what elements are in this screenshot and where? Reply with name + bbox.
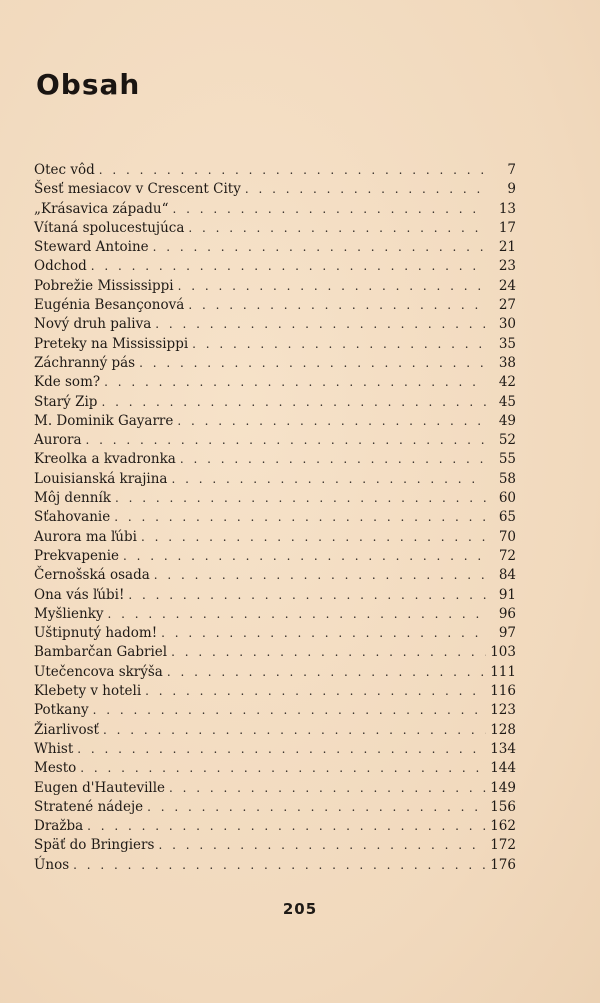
toc-entry-page: 91: [498, 586, 516, 603]
toc-entry-page: 27: [498, 297, 516, 314]
toc-entry: [34, 528, 516, 547]
toc-leader-dots: [87, 817, 486, 836]
toc-entry-page: 35: [498, 335, 516, 352]
toc-entry-title: Pobrežie Mississippi: [34, 277, 174, 294]
toc-leader-dots: [173, 200, 487, 219]
toc-leader-dots: [158, 836, 486, 855]
toc-entry-page: 116: [490, 683, 516, 700]
toc-entry-page: 128: [490, 721, 516, 738]
toc-entry-page: 13: [498, 200, 516, 217]
toc-entry: [34, 508, 516, 527]
toc-entry-page: 162: [490, 818, 516, 835]
toc-leader-dots: [155, 315, 486, 334]
toc-leader-dots: [188, 219, 486, 238]
toc-entry-title: Aurora: [34, 432, 82, 449]
toc-leader-dots: [169, 779, 486, 798]
toc-entry-title: Bambarčan Gabriel: [34, 644, 168, 661]
toc-entry-title: Žiarlivosť: [34, 721, 99, 738]
page-number: 205: [282, 900, 318, 918]
toc-entry-title: Whist: [34, 740, 74, 757]
toc-entry-title: Louisianská krajina: [34, 470, 168, 487]
toc-entry: [34, 663, 516, 682]
toc-entry-title: Eugénia Besançonová: [34, 297, 185, 314]
toc-leader-dots: [180, 450, 486, 469]
toc-leader-dots: [123, 547, 486, 566]
toc-entry-title: Aurora ma ľúbi: [34, 528, 137, 545]
toc-entry: [34, 373, 516, 392]
toc-leader-dots: [101, 393, 486, 412]
toc-entry: [34, 219, 516, 238]
toc-entry: [34, 759, 516, 778]
toc-leader-dots: [153, 238, 486, 257]
toc-entry: [34, 701, 516, 720]
toc-entry-page: 55: [498, 451, 516, 468]
toc-entry: [34, 315, 516, 334]
toc-entry: [34, 721, 516, 740]
toc-leader-dots: [171, 643, 486, 662]
toc-entry-page: 103: [490, 644, 516, 661]
toc-entry-page: 123: [490, 702, 516, 719]
toc-entry-title: Šesť mesiacov v Crescent City: [34, 181, 241, 198]
toc-entry: [34, 412, 516, 431]
toc-entry-page: 42: [498, 374, 516, 391]
toc-entry: [34, 238, 516, 257]
toc-entry: [34, 605, 516, 624]
toc-entry: [34, 470, 516, 489]
toc-entry-page: 156: [490, 798, 516, 815]
toc-entry: [34, 450, 516, 469]
toc-entry-title: Kreolka a kvadronka: [34, 451, 176, 468]
toc-leader-dots: [167, 663, 486, 682]
toc-entry-page: 24: [498, 277, 516, 294]
toc-leader-dots: [99, 161, 486, 180]
toc-entry-title: Steward Antoine: [34, 239, 149, 256]
toc-leader-dots: [178, 277, 486, 296]
toc-entry-title: Eugen d'Hauteville: [34, 779, 166, 796]
toc-entry: [34, 180, 516, 199]
toc-entry-title: Stratené nádeje: [34, 798, 144, 815]
toc-entry-page: 144: [490, 760, 516, 777]
toc-entry-title: M. Dominik Gayarre: [34, 412, 174, 429]
toc-leader-dots: [177, 412, 486, 431]
toc-entry-title: Záchranný pás: [34, 354, 136, 371]
toc-entry: [34, 836, 516, 855]
toc-entry-title: Sťahovanie: [34, 509, 111, 526]
toc-leader-dots: [139, 354, 486, 373]
toc-leader-dots: [91, 257, 486, 276]
toc-entry-page: 9: [507, 181, 516, 198]
toc-entry-page: 84: [498, 567, 516, 584]
toc-entry-title: Mesto: [34, 760, 77, 777]
toc-entry-page: 17: [498, 219, 516, 236]
toc-entry-title: Starý Zip: [34, 393, 98, 410]
toc-entry-title: Kde som?: [34, 374, 101, 391]
toc-leader-dots: [245, 180, 486, 199]
toc-entry-title: „Krásavica západu“: [34, 200, 169, 217]
toc-entry: [34, 547, 516, 566]
toc-entry: [34, 335, 516, 354]
toc-entry-title: Otec vôd: [34, 162, 95, 178]
toc-entry-title: Utečencova skrýša: [34, 663, 163, 680]
toc-entry-title: Uštipnutý hadom!: [34, 625, 158, 642]
toc-entry-page: 96: [498, 605, 516, 622]
toc-entry-page: 30: [498, 316, 516, 333]
toc-leader-dots: [141, 528, 486, 547]
toc-entry-page: 23: [498, 258, 516, 275]
toc-entry-title: Späť do Bringiers: [34, 837, 155, 854]
toc-entry-title: Potkany: [34, 702, 89, 719]
toc-entry: [34, 624, 516, 643]
toc-leader-dots: [192, 335, 486, 354]
toc-entry: [34, 856, 516, 875]
toc-entry: [34, 817, 516, 836]
toc-leader-dots: [104, 373, 486, 392]
toc-entry-page: 58: [498, 470, 516, 487]
toc-entry: [34, 740, 516, 759]
toc-entry-title: Dražba: [34, 818, 84, 835]
toc-leader-dots: [128, 586, 486, 605]
toc-entry-page: 49: [498, 412, 516, 429]
toc-leader-dots: [161, 624, 486, 643]
toc-leader-dots: [77, 740, 486, 759]
toc-leader-dots: [108, 605, 486, 624]
toc-entry: [34, 643, 516, 662]
toc-entry-title: Myšlienky: [34, 605, 104, 622]
toc-leader-dots: [114, 508, 486, 527]
toc-entry-title: Prekvapenie: [34, 547, 120, 564]
toc-entry: [34, 779, 516, 798]
toc-entry: [34, 200, 516, 219]
toc-entry-page: 52: [498, 432, 516, 449]
toc-leader-dots: [73, 856, 486, 875]
toc-entry-page: 21: [498, 239, 516, 256]
toc-entry-title: Odchod: [34, 258, 87, 275]
toc-leader-dots: [93, 701, 486, 720]
toc-entry: [34, 431, 516, 450]
toc-entry-page: 134: [490, 740, 516, 757]
toc-entry-title: Môj denník: [34, 490, 111, 507]
toc-entry-page: 149: [490, 779, 516, 796]
toc-leader-dots: [188, 296, 486, 315]
toc-entry: [34, 277, 516, 296]
toc-entry: [34, 257, 516, 276]
toc-entry-page: 45: [498, 393, 516, 410]
toc-leader-dots: [80, 759, 486, 778]
toc-entry-title: Nový druh paliva: [34, 316, 152, 333]
toc-entry: [34, 296, 516, 315]
toc-entry: [34, 798, 516, 817]
toc-leader-dots: [103, 721, 486, 740]
toc-entry-page: 60: [498, 490, 516, 507]
toc-entry-page: 72: [498, 547, 516, 564]
toc-entry-page: 70: [498, 528, 516, 545]
toc-leader-dots: [154, 566, 486, 585]
toc-entry: [34, 489, 516, 508]
toc-entry-title: Preteky na Mississippi: [34, 335, 189, 352]
toc-leader-dots: [115, 489, 486, 508]
toc-entry-page: 111: [490, 663, 516, 680]
toc-leader-dots: [171, 470, 486, 489]
page-title: Obsah: [36, 68, 141, 101]
toc-entry-title: Ona vás ľúbi!: [34, 586, 125, 603]
toc-leader-dots: [86, 431, 486, 450]
toc-entry-title: Černošská osada: [34, 567, 150, 584]
toc-leader-dots: [147, 798, 486, 817]
toc-entry: [34, 566, 516, 585]
toc-entry-page: 65: [498, 509, 516, 526]
toc-entry: [34, 393, 516, 412]
table-of-contents: [34, 161, 516, 875]
toc-entry-title: Únos: [34, 856, 70, 873]
toc-entry: [34, 161, 516, 180]
toc-entry-page: 97: [498, 625, 516, 642]
toc-entry-title: Klebety v hoteli: [34, 683, 142, 700]
toc-entry-title: Vítaná spolucestujúca: [34, 219, 185, 236]
toc-entry: [34, 586, 516, 605]
toc-entry-page: 38: [498, 354, 516, 371]
toc-entry-page: 176: [490, 856, 516, 873]
toc-entry-page: 172: [490, 837, 516, 854]
toc-entry-page: 7: [507, 162, 516, 178]
toc-entry: [34, 682, 516, 701]
toc-leader-dots: [145, 682, 486, 701]
toc-entry: [34, 354, 516, 373]
